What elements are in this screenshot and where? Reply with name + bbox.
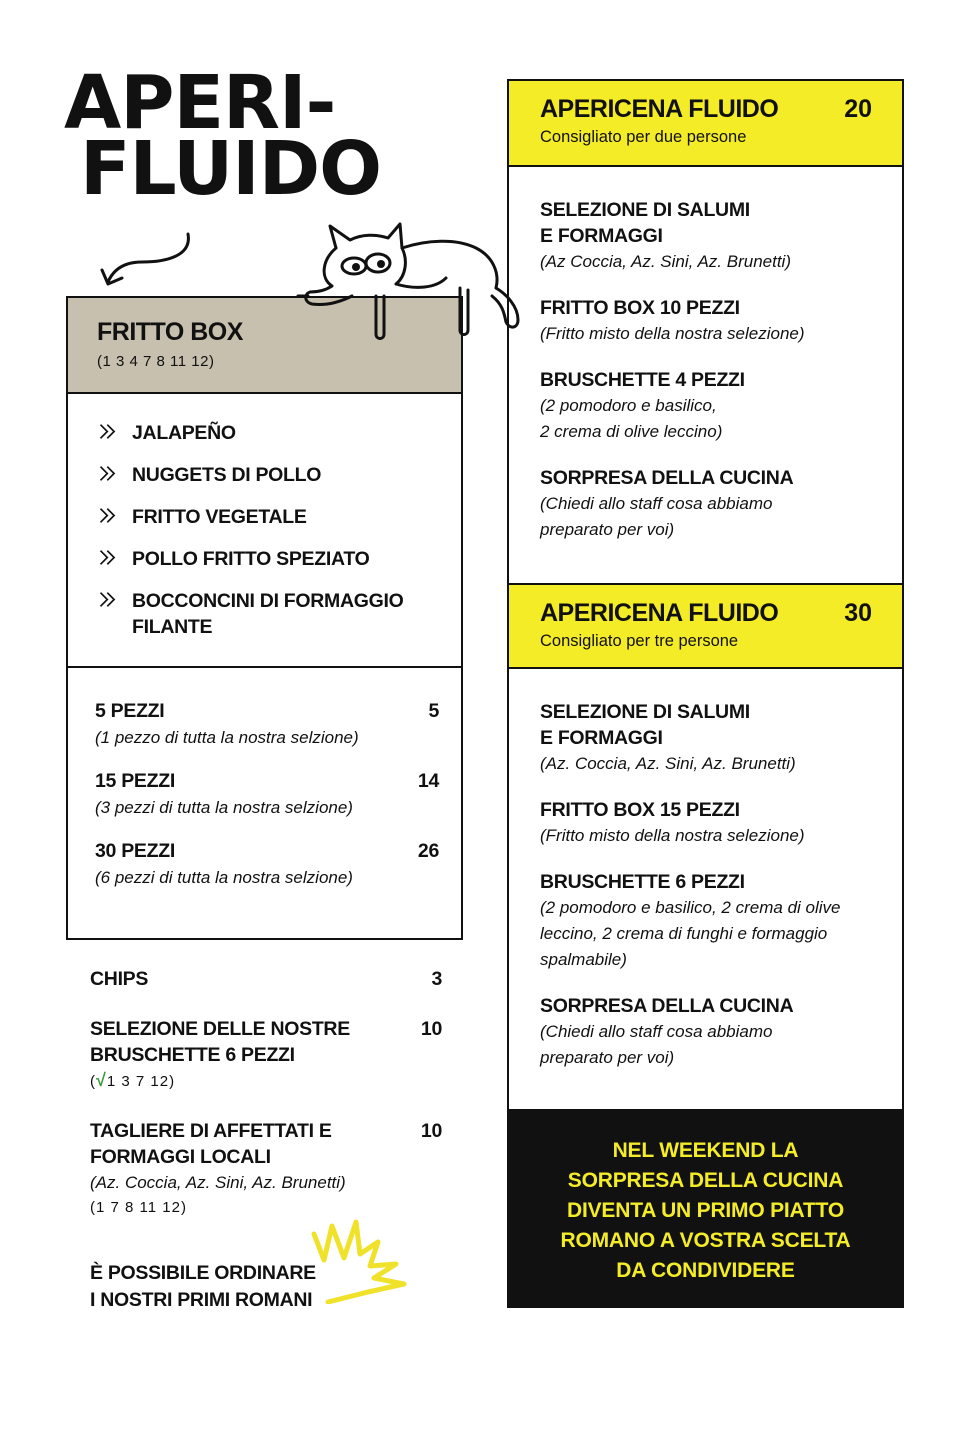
- size-option: [95, 840, 439, 888]
- size-price: 14: [417, 770, 439, 792]
- list-item-label: BOCCONCINI DI FORMAGGIO FILANTE: [132, 590, 404, 638]
- list-item: [540, 197, 902, 275]
- list-item-label: JALAPEÑO: [132, 422, 236, 444]
- weekend-banner: [509, 1109, 902, 1306]
- allergen-codes: [90, 1068, 442, 1094]
- apericena-title: APERICENA FLUIDO: [540, 95, 779, 123]
- note-line: È POSSIBILE ORDINARE: [90, 1262, 316, 1284]
- item-desc: preparato per voi): [540, 1048, 675, 1067]
- size-option: [95, 770, 439, 818]
- apericena-subtitle: Consigliato per tre persone: [540, 632, 739, 650]
- apericena-subtitle: Consigliato per due persone: [540, 128, 747, 146]
- item-name: E FORMAGGI: [540, 225, 663, 247]
- double-chevron-icon: [94, 546, 124, 566]
- item-desc: (Chiedi allo staff cosa abbiamo: [540, 494, 773, 513]
- size-name: 15 PEZZI: [95, 770, 175, 792]
- item-desc: (Az. Coccia, Az. Sini, Az. Brunetti): [540, 754, 796, 773]
- list-item: [68, 546, 461, 572]
- item-name: CHIPS: [90, 968, 149, 990]
- banner-line: ROMANO A VOSTRA SCELTA: [560, 1229, 851, 1252]
- size-name: 5 PEZZI: [95, 700, 165, 722]
- list-item: [540, 465, 902, 543]
- item-desc: (Az Coccia, Az. Sini, Az. Brunetti): [540, 252, 791, 271]
- double-chevron-icon: [94, 504, 124, 524]
- item-desc: (2 pomodoro e basilico,: [540, 396, 717, 415]
- item-desc: leccino, 2 crema di funghi e formaggio: [540, 924, 828, 943]
- item-name: SELEZIONE DELLE NOSTRE BRUSCHETTE 6 PEZZI: [90, 1018, 350, 1066]
- item-price: 3: [431, 968, 442, 990]
- size-price: 5: [428, 700, 439, 722]
- item-price: 10: [420, 1120, 442, 1142]
- list-item: [540, 295, 902, 347]
- double-chevron-icon: [94, 588, 124, 608]
- apericena-price: 30: [844, 599, 872, 627]
- spark-scribble-icon: [300, 1212, 410, 1304]
- size-name: 30 PEZZI: [95, 840, 175, 862]
- apericena-column: [507, 79, 904, 1308]
- primi-romani-note: [90, 1260, 316, 1314]
- apericena-30-header: [509, 583, 902, 669]
- item-name: BRUSCHETTE 6 PEZZI: [540, 871, 745, 893]
- cat-illustration: [296, 216, 524, 346]
- list-item: [540, 699, 902, 777]
- item-desc: (2 pomodoro e basilico, 2 crema di olive: [540, 898, 841, 917]
- apericena-price: 20: [844, 95, 872, 123]
- size-note: (6 pezzi di tutta la nostra selzione): [95, 868, 353, 887]
- list-item: [68, 462, 461, 488]
- double-chevron-icon: [94, 420, 124, 440]
- item-desc: (Fritto misto della nostra selezione): [540, 826, 805, 845]
- note-line: I NOSTRI PRIMI ROMANI: [90, 1289, 313, 1311]
- list-item-label: FRITTO VEGETALE: [132, 506, 307, 528]
- fritto-box-title: FRITTO BOX: [97, 318, 243, 346]
- item-price: 10: [420, 1018, 442, 1040]
- list-item: [540, 367, 902, 445]
- banner-line: DIVENTA UN PRIMO PIATTO: [567, 1199, 844, 1222]
- fritto-box-sizes: [68, 668, 461, 888]
- list-item-label: NUGGETS DI POLLO: [132, 464, 322, 486]
- title-line-1: APERI-: [64, 60, 336, 146]
- menu-item-chips: [90, 966, 442, 992]
- item-name: FRITTO BOX 10 PEZZI: [540, 297, 740, 319]
- list-item: [68, 420, 461, 446]
- item-desc: (Fritto misto della nostra selezione): [540, 324, 805, 343]
- banner-line: NEL WEEKEND LA: [612, 1139, 799, 1162]
- curved-arrow-icon: [96, 228, 196, 290]
- banner-line: DA CONDIVIDERE: [616, 1259, 795, 1282]
- allergen-codes: (1 3 4 7 8 11 12): [97, 353, 215, 370]
- allergen-codes: (1 7 8 11 12): [90, 1199, 187, 1216]
- vegan-leaf-icon: √: [96, 1070, 107, 1090]
- item-name: FRITTO BOX 15 PEZZI: [540, 799, 740, 821]
- size-price: 26: [417, 840, 439, 862]
- item-note: (Az. Coccia, Az. Sini, Az. Brunetti): [90, 1173, 346, 1192]
- item-desc: 2 crema di olive leccino): [540, 422, 723, 441]
- item-name: SORPRESA DELLA CUCINA: [540, 995, 794, 1017]
- size-option: [95, 700, 439, 748]
- list-item: [68, 504, 461, 530]
- item-desc: (Chiedi allo staff cosa abbiamo: [540, 1022, 773, 1041]
- item-name: SELEZIONE DI SALUMI: [540, 199, 750, 221]
- apericena-title: APERICENA FLUIDO: [540, 599, 779, 627]
- fritto-box-card: [66, 296, 463, 940]
- codes-open: (: [90, 1073, 96, 1090]
- menu-item-bruschette: [90, 1016, 442, 1094]
- list-item: [68, 588, 461, 640]
- item-name: SELEZIONE DI SALUMI: [540, 701, 750, 723]
- item-name: BRUSCHETTE 4 PEZZI: [540, 369, 745, 391]
- list-item: [540, 797, 902, 849]
- list-item: [540, 993, 902, 1071]
- item-name: SORPRESA DELLA CUCINA: [540, 467, 794, 489]
- list-item-label: POLLO FRITTO SPEZIATO: [132, 548, 370, 570]
- fritto-box-items: [68, 394, 461, 668]
- apericena-20-header: [509, 81, 902, 167]
- apericena-30-items: [509, 669, 902, 1113]
- item-name: E FORMAGGI: [540, 727, 663, 749]
- item-name: TAGLIERE DI AFFETTATI E FORMAGGI LOCALI: [90, 1120, 332, 1168]
- apericena-20-items: [509, 167, 902, 583]
- list-item: [540, 869, 902, 973]
- page-title: [64, 60, 382, 212]
- title-line-2: FLUIDO: [80, 126, 382, 212]
- menu-item-tagliere: [90, 1118, 442, 1220]
- item-desc: preparato per voi): [540, 520, 675, 539]
- codes-text: 1 3 7 12): [106, 1073, 176, 1090]
- banner-line: SORPRESA DELLA CUCINA: [567, 1169, 844, 1192]
- double-chevron-icon: [94, 462, 124, 482]
- size-note: (1 pezzo di tutta la nostra selzione): [95, 728, 359, 747]
- size-note: (3 pezzi di tutta la nostra selzione): [95, 798, 353, 817]
- item-desc: spalmabile): [540, 950, 627, 969]
- extras-list: [90, 966, 442, 1244]
